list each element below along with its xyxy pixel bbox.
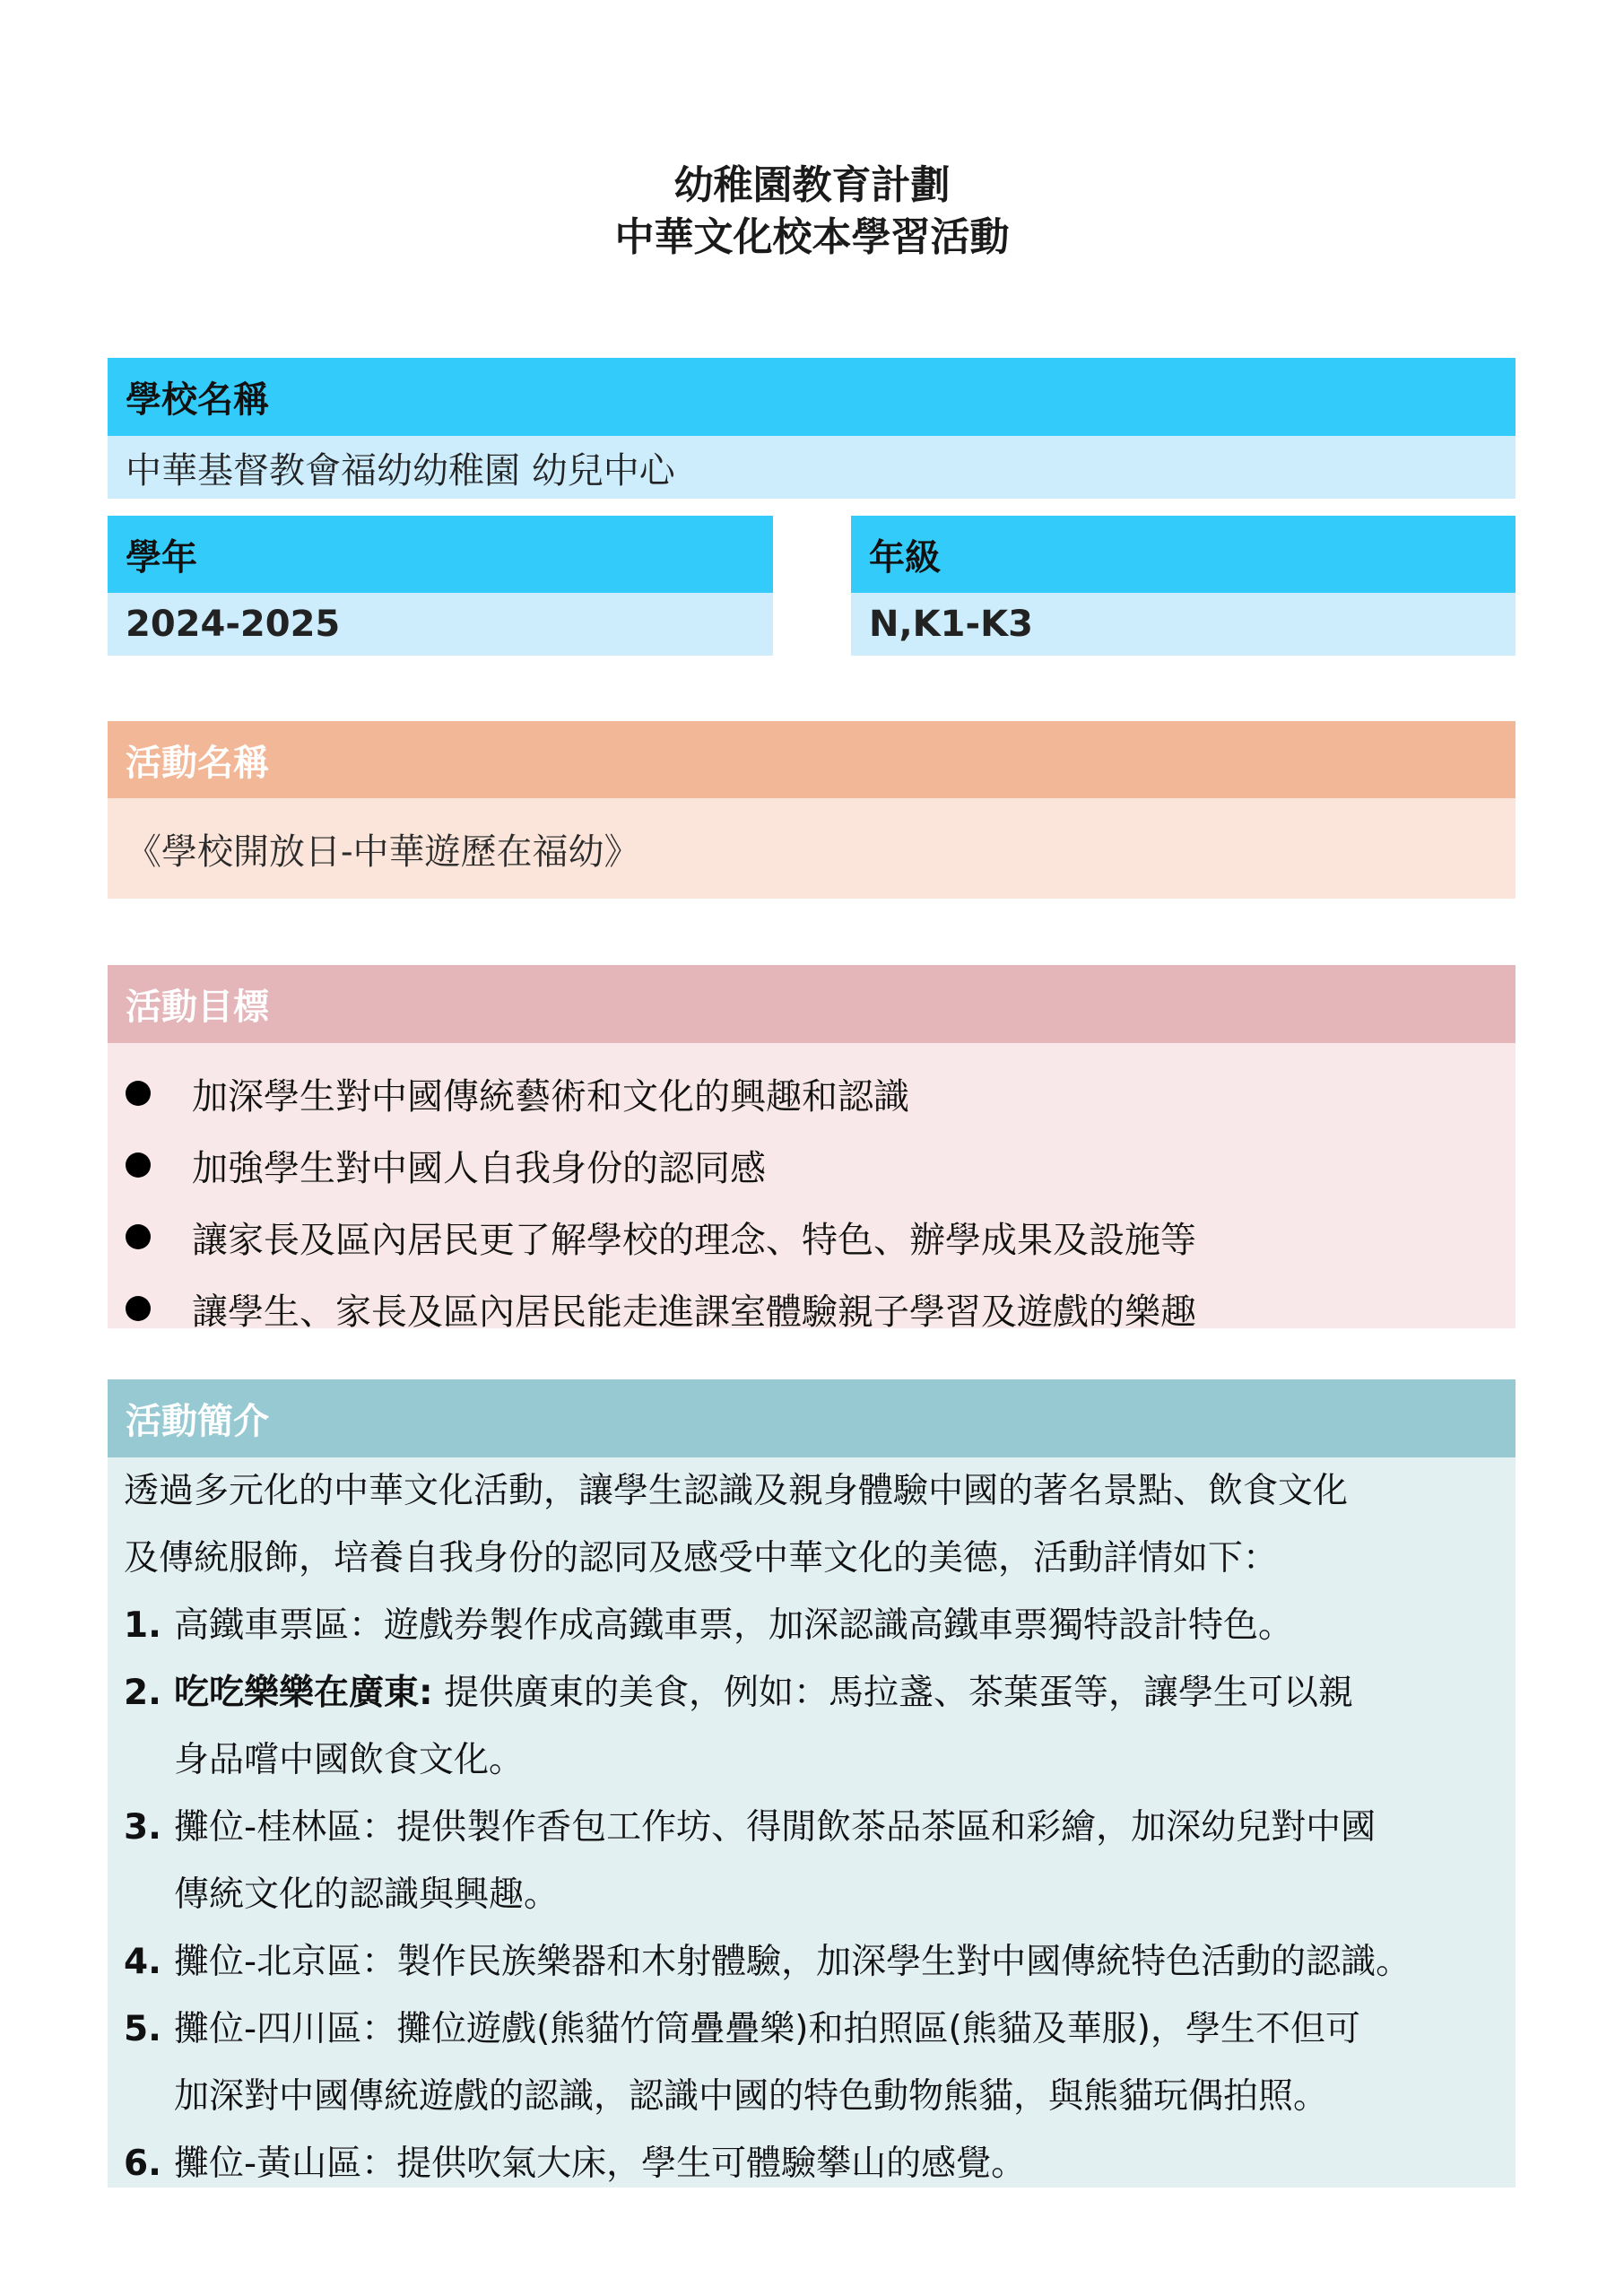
item-lead: 攤位-黃山區： bbox=[174, 2144, 397, 2184]
item-continuation: 身品嚐中國飲食文化。 bbox=[174, 1740, 525, 1780]
list-item bbox=[108, 1129, 1515, 1201]
activity-name-header: 活動名稱 bbox=[108, 721, 1515, 798]
list-item bbox=[124, 1928, 1515, 1996]
item-text: 提供吹氣大床，學生可體驗攀山的感覺。 bbox=[396, 2144, 1027, 2184]
intro-body bbox=[108, 1457, 1515, 2187]
objective-text: 讓家長及區內居民更了解學校的理念、特色、辦學成果及設施等 bbox=[192, 1219, 1196, 1261]
objectives-header: 活動目標 bbox=[108, 965, 1515, 1043]
bullet-icon bbox=[126, 1224, 151, 1249]
activity-name-value: 《學校開放日-中華遊歷在福幼》 bbox=[108, 798, 1515, 899]
item-lead: 攤位-四川區： bbox=[174, 2009, 397, 2049]
school-year-value: 2024-2025 bbox=[108, 593, 773, 656]
objectives-list bbox=[108, 1043, 1515, 1333]
item-lead: 攤位-北京區： bbox=[174, 1942, 397, 1982]
bullet-icon bbox=[126, 1081, 151, 1106]
list-item bbox=[108, 1057, 1515, 1129]
item-text: 製作民族樂器和木射體驗，加深學生對中國傳統特色活動的認識。 bbox=[396, 1942, 1411, 1982]
objective-text: 加深學生對中國傳統藝術和文化的興趣和認識 bbox=[192, 1075, 909, 1118]
item-lead: 吃吃樂樂在廣東: bbox=[174, 1673, 433, 1713]
list-item bbox=[124, 1659, 1515, 1726]
grade-header: 年級 bbox=[851, 516, 1515, 593]
school-year-header: 學年 bbox=[108, 516, 773, 593]
intro-paragraph-line: 透過多元化的中華文化活動，讓學生認識及親身體驗中國的著名景點、飲食文化 bbox=[124, 1471, 1349, 1511]
item-text: 攤位遊戲(熊貓竹筒疊疊樂)和拍照區(熊貓及華服)，學生不但可 bbox=[396, 2009, 1360, 2049]
school-name-value: 中華基督教會福幼幼稚園 幼兒中心 bbox=[108, 436, 1515, 499]
item-number: 1. bbox=[124, 1605, 161, 1646]
item-number: 5. bbox=[124, 2009, 161, 2049]
list-item bbox=[124, 1592, 1515, 1659]
bullet-icon bbox=[126, 1296, 151, 1321]
item-number: 2. bbox=[124, 1673, 161, 1713]
item-number: 4. bbox=[124, 1942, 161, 1982]
item-number: 3. bbox=[124, 1807, 161, 1848]
item-text: 提供廣東的美食，例如：馬拉盞、茶葉蛋等，讓學生可以親 bbox=[432, 1673, 1354, 1713]
list-item bbox=[124, 1794, 1515, 1861]
item-text: 提供製作香包工作坊、得閒飲茶品茶區和彩繪，加深幼兒對中國 bbox=[396, 1807, 1376, 1848]
grade-value: N,K1-K3 bbox=[851, 593, 1515, 656]
item-lead: 攤位-桂林區： bbox=[174, 1807, 397, 1848]
bullet-icon bbox=[126, 1152, 151, 1178]
item-text: 遊戲券製作成高鐵車票，加深認識高鐵車票獨特設計特色。 bbox=[384, 1605, 1294, 1646]
intro-paragraph-line: 及傳統服飾，培養自我身份的認同及感受中華文化的美德，活動詳情如下： bbox=[124, 1538, 1279, 1578]
school-name-header: 學校名稱 bbox=[108, 358, 1515, 436]
list-item bbox=[124, 2130, 1515, 2197]
objective-text: 加強學生對中國人自我身份的認同感 bbox=[192, 1147, 766, 1189]
item-number: 6. bbox=[124, 2144, 161, 2184]
intro-header: 活動簡介 bbox=[108, 1379, 1515, 1457]
item-continuation: 加深對中國傳統遊戲的認識，認識中國的特色動物熊貓，與熊貓玩偶拍照。 bbox=[174, 2076, 1329, 2117]
item-lead: 高鐵車票區： bbox=[174, 1605, 385, 1646]
objective-text: 讓學生、家長及區內居民能走進課室體驗親子學習及遊戲的樂趣 bbox=[192, 1291, 1196, 1333]
document-subtitle: 中華文化校本學習活動 bbox=[614, 214, 1010, 260]
list-item bbox=[108, 1201, 1515, 1273]
item-continuation: 傳統文化的認識與興趣。 bbox=[174, 1874, 560, 1915]
document-title: 幼稚園教育計劃 bbox=[673, 162, 951, 208]
list-item bbox=[124, 1996, 1515, 2063]
list-item bbox=[108, 1273, 1515, 1344]
